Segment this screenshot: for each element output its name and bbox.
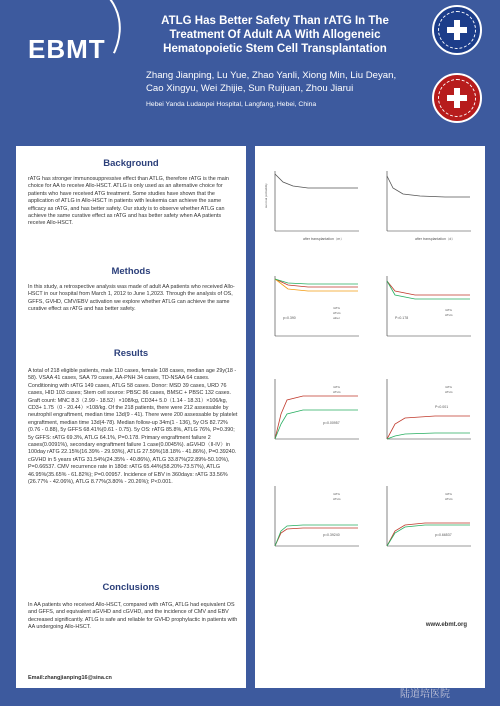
left-panel xyxy=(16,146,246,688)
legend-other-1: other xyxy=(333,316,340,320)
ebmt-logo: EBMT xyxy=(28,34,106,64)
conclusions-heading: Conclusions xyxy=(102,582,160,593)
cgvhd-plot xyxy=(375,481,475,561)
os-ylabel: survival probability xyxy=(264,183,268,208)
os-xlabel: after transplantation（m） xyxy=(303,237,344,241)
agvhd-plot xyxy=(263,481,363,561)
gffs-xlabel: after transplantation（d） xyxy=(415,237,455,241)
gffs-group-plot xyxy=(375,271,475,351)
gffs-plot xyxy=(375,166,475,246)
p-agvhd: p=0.39240 xyxy=(323,533,340,537)
methods-heading: Methods xyxy=(111,266,151,277)
p-os: p=0.390 xyxy=(283,316,296,320)
os-group-plot xyxy=(263,271,363,351)
ebv-plot xyxy=(375,374,475,454)
methods-text: In this study, a retrospective analysis was made of adult AA patients who received Allo-HSCT in our hospital from March 1, 2012 to June 1,2023. Through the analysis of OS, GFFS, GVHD, CMV/EBV activation we explore whether ATLG can achieve the same curative effect as rATG and has better safety. xyxy=(28,284,235,313)
cmv-plot xyxy=(263,374,363,454)
results-heading: Results xyxy=(113,348,149,359)
p-cmv: p=0.00957 xyxy=(323,421,340,425)
watermark-text: 陆道培医院 xyxy=(400,689,450,700)
affiliation: Hebei Yanda Ludaopei Hospital, Langfang, Hebei, China xyxy=(146,101,317,108)
website-link[interactable]: www.ebmt.org xyxy=(425,622,467,628)
legend-atlg-1: ATLG xyxy=(333,311,341,315)
poster-header xyxy=(0,0,500,140)
hospital-seal-icon xyxy=(432,5,482,55)
p-ebv: P<0.001 xyxy=(435,405,449,409)
legend-atlg-4: ATLG xyxy=(445,390,453,394)
poster-title: ATLG Has Better Safety Than rATG In The Treatment Of Adult AA With Allogeneic Hematopoietic Stem Cell Transplantation xyxy=(161,15,389,55)
results-text: A total of 218 eligible patients, male 110 cases, female 108 cases, median age 29y(18 - 58). VSAA 41 cases, SAA 79 cases, AA-PNH 34 cases, TD-NSAA 64 cases. Conditioning with rATG 149 cases, ATLG 58 cases. Donor: MSD 39 cases, URD 76 cases, HID 103 cases; Stem cell source: PBSC 86 cases, BMSC + PBSC 132 cases. Graft count: MNC 8.3（2.99 - 18.52）×108/kg, CD34+ 5.0（1.14 - 18.31）×106/kg, CD3+ 1.75（0 - 20.44）×108/kg. Of the 218 patients, there were 212 assessable by neutrophil engraftment, median time 13d(9 - 41). There were 200 assessable by platelet engraftment, median time 13d(4-78). Median follow-up 34m(1 - 136), 5y OS 82.72%(0.76 - 0.88), 5y GFFS 68.41%(0.61 - 0.75). 5y OS: rATG 85.8%, ATLG 76%, P=0.390; 5y GFFS: rATG 69.3%, ATLG 64.1%, P=0.178. Primary engraftment failure 2 cases(0.0091%), secondary engraftment failure 1 case(0.0045%). aGVHD（II-IV）in 100day rATG 22.15%(16.39% - 29.93%), ATLG 27.59%(18.18% - 41.86%), P=0.39240. cGVHD in 5 years rATG 31.54%(24.35% - 40.86%), ATLG 33.87%(22.89%-50.10%), P=0.66537. CMV recurrence rate in 180d: rATG 65.44%(58.20%-73.57%), ATLG 46.95%(35.65% - 61.82%); P=0.00957. Incidence of EBV in 360days: rATG 33.56%(26.77% - 42.06%), ATLG 8.77%(3.80% - 20.26%); P<0.001. xyxy=(28,368,238,486)
institute-seal-icon xyxy=(432,73,482,123)
legend-ratg-4: rATG xyxy=(445,385,452,389)
p-gffs: P=0.178 xyxy=(395,316,409,320)
legend-atlg-3: ATLG xyxy=(333,390,341,394)
os-plot xyxy=(263,166,363,246)
right-panel xyxy=(255,146,485,688)
legend-atlg-5: ATLG xyxy=(333,497,341,501)
legend-atlg-6: ATLG xyxy=(445,497,453,501)
p-cgvhd: p=0.66537 xyxy=(435,533,452,537)
contact-email: Email:zhangjianping16@sina.cn xyxy=(28,675,112,681)
legend-atlg-2: ATLG xyxy=(445,313,453,317)
legend-ratg-5: rATG xyxy=(333,492,340,496)
legend-ratg-2: rATG xyxy=(445,308,452,312)
legend-ratg-6: rATG xyxy=(445,492,452,496)
background-text: rATG has stronger immunosuppressive effect than ATLG, therefore rATG is the main choice for AA to receive Allo-HSCT. ATLG is only used as an alternative choice for patients who have received ATG treatment. Some studies have shown that the application of ATLG in Allo-HSCT in patients with leukemia can achieve the same efficacy as rATG, and has better safety. Our study is to observe whether ATLG can achieve the same curative effect as rATG and has better safety when AA patients receive Allo-HSCT. xyxy=(28,176,229,227)
conclusions-text: In AA patients who received Allo-HSCT, compared with rATG, ATLG had equivalent OS and GFFS, and equivalent aGVHD and cGVHD, and the incidence of CMV and EBV decreased significantly. ATLG is safe and reliable for GVHD prophylactic in patients with AA undergoing Allo-HSCT. xyxy=(28,602,238,631)
logo-arc xyxy=(0,0,143,133)
background-heading: Background xyxy=(103,158,159,169)
legend-ratg-3: rATG xyxy=(333,385,340,389)
author-list: Zhang Jianping, Lu Yue, Zhao Yanli, Xiong Min, Liu Deyan, Cao Xingyu, Wei Zhijie, Sun Ruijuan, Zhou Jiarui xyxy=(146,70,397,94)
legend-ratg-1: rATG xyxy=(333,306,340,310)
